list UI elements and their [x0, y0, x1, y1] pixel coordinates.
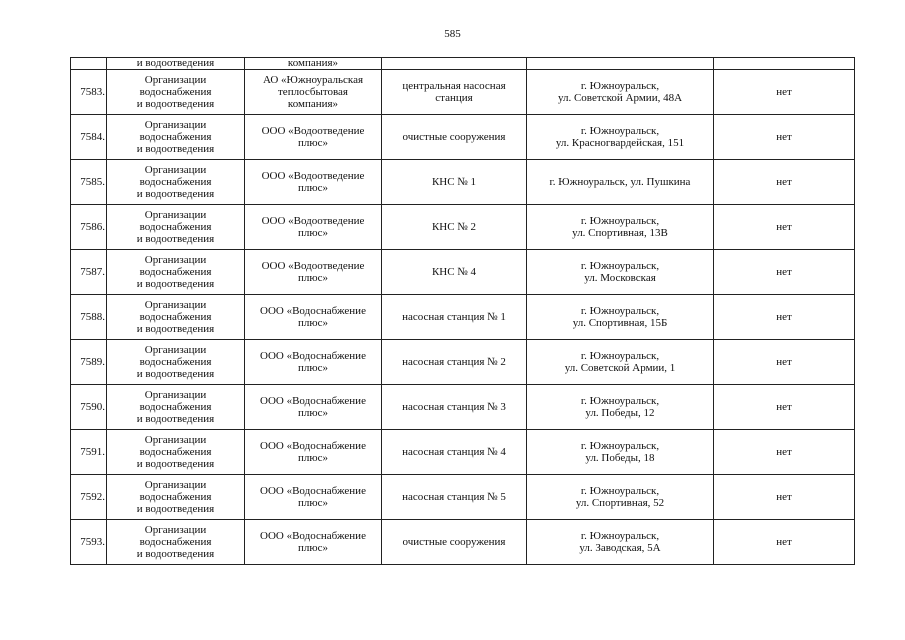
- cell-object: [382, 70, 527, 115]
- table-row: [71, 70, 855, 115]
- cell-object: [382, 385, 527, 430]
- cell-object-line: очистные сооружения: [402, 536, 506, 548]
- cell-company-line: АО «Южноуральская: [262, 74, 364, 86]
- cell-org-line: водоснабжения: [139, 176, 212, 188]
- cell-company-line: ООО «Водоснабжение: [260, 440, 366, 452]
- cell-org: [107, 385, 245, 430]
- cell-org-line: Организации: [144, 209, 207, 221]
- cell-company: компания»: [245, 58, 382, 70]
- cell-address: [527, 58, 714, 70]
- cell-org-line: водоснабжения: [139, 491, 212, 503]
- table-row: [71, 475, 855, 520]
- cell-org-line: и водоотведения: [136, 323, 215, 335]
- cell-org-line: водоснабжения: [139, 311, 212, 323]
- cell-org: [107, 160, 245, 205]
- cell-company-line: плюс»: [298, 272, 328, 284]
- cell-company: [245, 430, 382, 475]
- cell-object: [382, 295, 527, 340]
- cell-company: [245, 205, 382, 250]
- cell-num: 7590.: [71, 385, 107, 430]
- cell-company: [245, 250, 382, 295]
- cell-address-line: г. Южноуральск,: [580, 350, 660, 362]
- cell-num: 7592.: [71, 475, 107, 520]
- cell-company: [245, 475, 382, 520]
- cell-object: [382, 250, 527, 295]
- cell-org-line: водоснабжения: [139, 221, 212, 233]
- table-row: [71, 520, 855, 565]
- cell-org-line: Организации: [144, 119, 207, 131]
- cell-status: нет: [714, 70, 855, 115]
- cell-num: 7585.: [71, 160, 107, 205]
- cell-address-line: ул. Красногвардейская, 151: [555, 137, 685, 149]
- cell-company-line: ООО «Водоотведение: [261, 260, 365, 272]
- cell-org: [107, 475, 245, 520]
- cell-num: 7591.: [71, 430, 107, 475]
- cell-org-line: водоснабжения: [139, 266, 212, 278]
- cell-org-line: и водоотведения: [136, 368, 215, 380]
- cell-status: нет: [714, 385, 855, 430]
- cell-org: [107, 205, 245, 250]
- cell-org: [107, 520, 245, 565]
- cell-company-line: плюс»: [298, 137, 328, 149]
- cell-object-line: центральная насосная: [402, 80, 506, 92]
- cell-company-line: ООО «Водоснабжение: [260, 350, 366, 362]
- cell-address: [527, 295, 714, 340]
- cell-address-line: г. Южноуральск,: [580, 395, 660, 407]
- cell-company: [245, 70, 382, 115]
- cell-org-line: Организации: [144, 389, 207, 401]
- cell-company-line: плюс»: [298, 407, 328, 419]
- cell-company-line: ООО «Водоотведение: [261, 170, 365, 182]
- cell-object: [382, 475, 527, 520]
- cell-num: 7584.: [71, 115, 107, 160]
- cell-company: [245, 115, 382, 160]
- cell-company: [245, 340, 382, 385]
- cell-address-line: ул. Победы, 12: [585, 407, 655, 419]
- cell-num: 7589.: [71, 340, 107, 385]
- cell-object: [382, 520, 527, 565]
- cell-org-line: и водоотведения: [136, 233, 215, 245]
- cell-org-line: и водоотведения: [136, 413, 215, 425]
- cell-object-line: насосная станция № 2: [402, 356, 506, 368]
- cell-org: и водоотведения: [107, 58, 245, 70]
- cell-company-line: ООО «Водоснабжение: [260, 530, 366, 542]
- cell-org-line: водоснабжения: [139, 401, 212, 413]
- cell-org: [107, 70, 245, 115]
- cell-company-line: плюс»: [298, 182, 328, 194]
- cell-object-line: станция: [435, 92, 473, 104]
- cell-address-line: ул. Спортивная, 15Б: [572, 317, 668, 329]
- cell-org-line: Организации: [144, 344, 207, 356]
- cell-status: нет: [714, 250, 855, 295]
- cell-org-line: и водоотведения: [136, 278, 215, 290]
- cell-org-line: и водоотведения: [136, 98, 215, 110]
- cell-address: [527, 250, 714, 295]
- cell-address-line: г. Южноуральск,: [580, 125, 660, 137]
- table-row: [71, 385, 855, 430]
- cell-address-line: г. Южноуральск,: [580, 440, 660, 452]
- cell-status: нет: [714, 520, 855, 565]
- cell-org-line: и водоотведения: [136, 458, 215, 470]
- cell-company: [245, 160, 382, 205]
- cell-address-line: г. Южноуральск,: [580, 215, 660, 227]
- cell-company: [245, 520, 382, 565]
- cell-address: [527, 160, 714, 205]
- cell-org-line: Организации: [144, 434, 207, 446]
- table-row: [71, 430, 855, 475]
- cell-org: [107, 250, 245, 295]
- cell-num: [71, 58, 107, 70]
- cell-company-line: ООО «Водоотведение: [261, 215, 365, 227]
- cell-org: [107, 295, 245, 340]
- cell-company-line: ООО «Водоснабжение: [260, 485, 366, 497]
- cell-org-line: водоснабжения: [139, 131, 212, 143]
- cell-address-line: г. Южноуральск,: [580, 260, 660, 272]
- cell-address-line: г. Южноуральск, ул. Пушкина: [549, 176, 691, 188]
- cell-num: 7593.: [71, 520, 107, 565]
- cell-address-line: ул. Победы, 18: [585, 452, 655, 464]
- table-body: [71, 58, 855, 565]
- cell-object-line: насосная станция № 1: [402, 311, 506, 323]
- cell-num: 7583.: [71, 70, 107, 115]
- cell-address-line: ул. Заводская, 5А: [579, 542, 661, 554]
- cell-company-line: ООО «Водоснабжение: [260, 305, 366, 317]
- cell-status: нет: [714, 475, 855, 520]
- cell-company-line: плюс»: [298, 452, 328, 464]
- cell-address: [527, 340, 714, 385]
- cell-address: [527, 475, 714, 520]
- cell-org-line: и водоотведения: [136, 503, 215, 515]
- cell-company-line: плюс»: [298, 362, 328, 374]
- cell-status: нет: [714, 160, 855, 205]
- cell-object: [382, 58, 527, 70]
- cell-company-line: плюс»: [298, 542, 328, 554]
- cell-org-line: Организации: [144, 479, 207, 491]
- cell-num: 7586.: [71, 205, 107, 250]
- registry-table: [70, 57, 855, 565]
- cell-object: [382, 160, 527, 205]
- cell-company-line: ООО «Водоснабжение: [260, 395, 366, 407]
- cell-org-line: Организации: [144, 299, 207, 311]
- cell-object-line: КНС № 1: [431, 176, 477, 188]
- cell-org-line: и водоотведения: [136, 548, 215, 560]
- cell-object-line: насосная станция № 4: [402, 446, 506, 458]
- table-row-continuation: [71, 58, 855, 70]
- cell-company: [245, 385, 382, 430]
- cell-address-line: ул. Спортивная, 13В: [572, 227, 668, 239]
- cell-org: [107, 430, 245, 475]
- cell-org: [107, 115, 245, 160]
- cell-status: нет: [714, 295, 855, 340]
- cell-address: [527, 520, 714, 565]
- cell-address-line: ул. Советской Армии, 48А: [557, 92, 683, 104]
- table-row: [71, 115, 855, 160]
- cell-company-line: теплосбытовая: [278, 86, 348, 98]
- cell-company-line: плюс»: [298, 227, 328, 239]
- cell-address: [527, 385, 714, 430]
- cell-address-line: г. Южноуральск,: [580, 485, 660, 497]
- cell-object: [382, 205, 527, 250]
- cell-object-line: КНС № 4: [431, 266, 477, 278]
- cell-status: нет: [714, 115, 855, 160]
- cell-address: [527, 115, 714, 160]
- cell-org-line: и водоотведения: [136, 188, 215, 200]
- cell-address-line: г. Южноуральск,: [580, 305, 660, 317]
- cell-org-line: водоснабжения: [139, 86, 212, 98]
- cell-address: [527, 70, 714, 115]
- cell-address-line: г. Южноуральск,: [580, 530, 660, 542]
- cell-org-line: Организации: [144, 164, 207, 176]
- cell-object-line: очистные сооружения: [402, 131, 506, 143]
- cell-company-line: плюс»: [298, 317, 328, 329]
- cell-address-line: ул. Советской Армии, 1: [564, 362, 676, 374]
- cell-company-line: ООО «Водоотведение: [261, 125, 365, 137]
- page-number: 585: [444, 28, 461, 40]
- cell-object-line: насосная станция № 3: [402, 401, 506, 413]
- table-row: [71, 160, 855, 205]
- cell-status: нет: [714, 340, 855, 385]
- cell-num: 7588.: [71, 295, 107, 340]
- table-row: [71, 340, 855, 385]
- cell-status: нет: [714, 430, 855, 475]
- cell-org-line: Организации: [144, 254, 207, 266]
- cell-status: нет: [714, 205, 855, 250]
- cell-object-line: насосная станция № 5: [402, 491, 506, 503]
- cell-company-line: компания»: [287, 98, 339, 110]
- cell-org: [107, 340, 245, 385]
- cell-company: [245, 295, 382, 340]
- cell-address-line: ул. Спортивная, 52: [575, 497, 665, 509]
- cell-org-line: водоснабжения: [139, 356, 212, 368]
- table-row: [71, 250, 855, 295]
- cell-org-line: Организации: [144, 74, 207, 86]
- cell-address: [527, 430, 714, 475]
- cell-org-line: Организации: [144, 524, 207, 536]
- cell-object: [382, 430, 527, 475]
- table-row: [71, 205, 855, 250]
- cell-object-line: КНС № 2: [431, 221, 477, 233]
- cell-org-line: водоснабжения: [139, 446, 212, 458]
- cell-status: [714, 58, 855, 70]
- cell-org-line: и водоотведения: [136, 143, 215, 155]
- cell-address: [527, 205, 714, 250]
- cell-org-line: водоснабжения: [139, 536, 212, 548]
- cell-object: [382, 340, 527, 385]
- cell-address-line: ул. Московская: [584, 272, 656, 284]
- cell-object: [382, 115, 527, 160]
- table-row: [71, 295, 855, 340]
- cell-num: 7587.: [71, 250, 107, 295]
- cell-address-line: г. Южноуральск,: [580, 80, 660, 92]
- cell-company-line: плюс»: [298, 497, 328, 509]
